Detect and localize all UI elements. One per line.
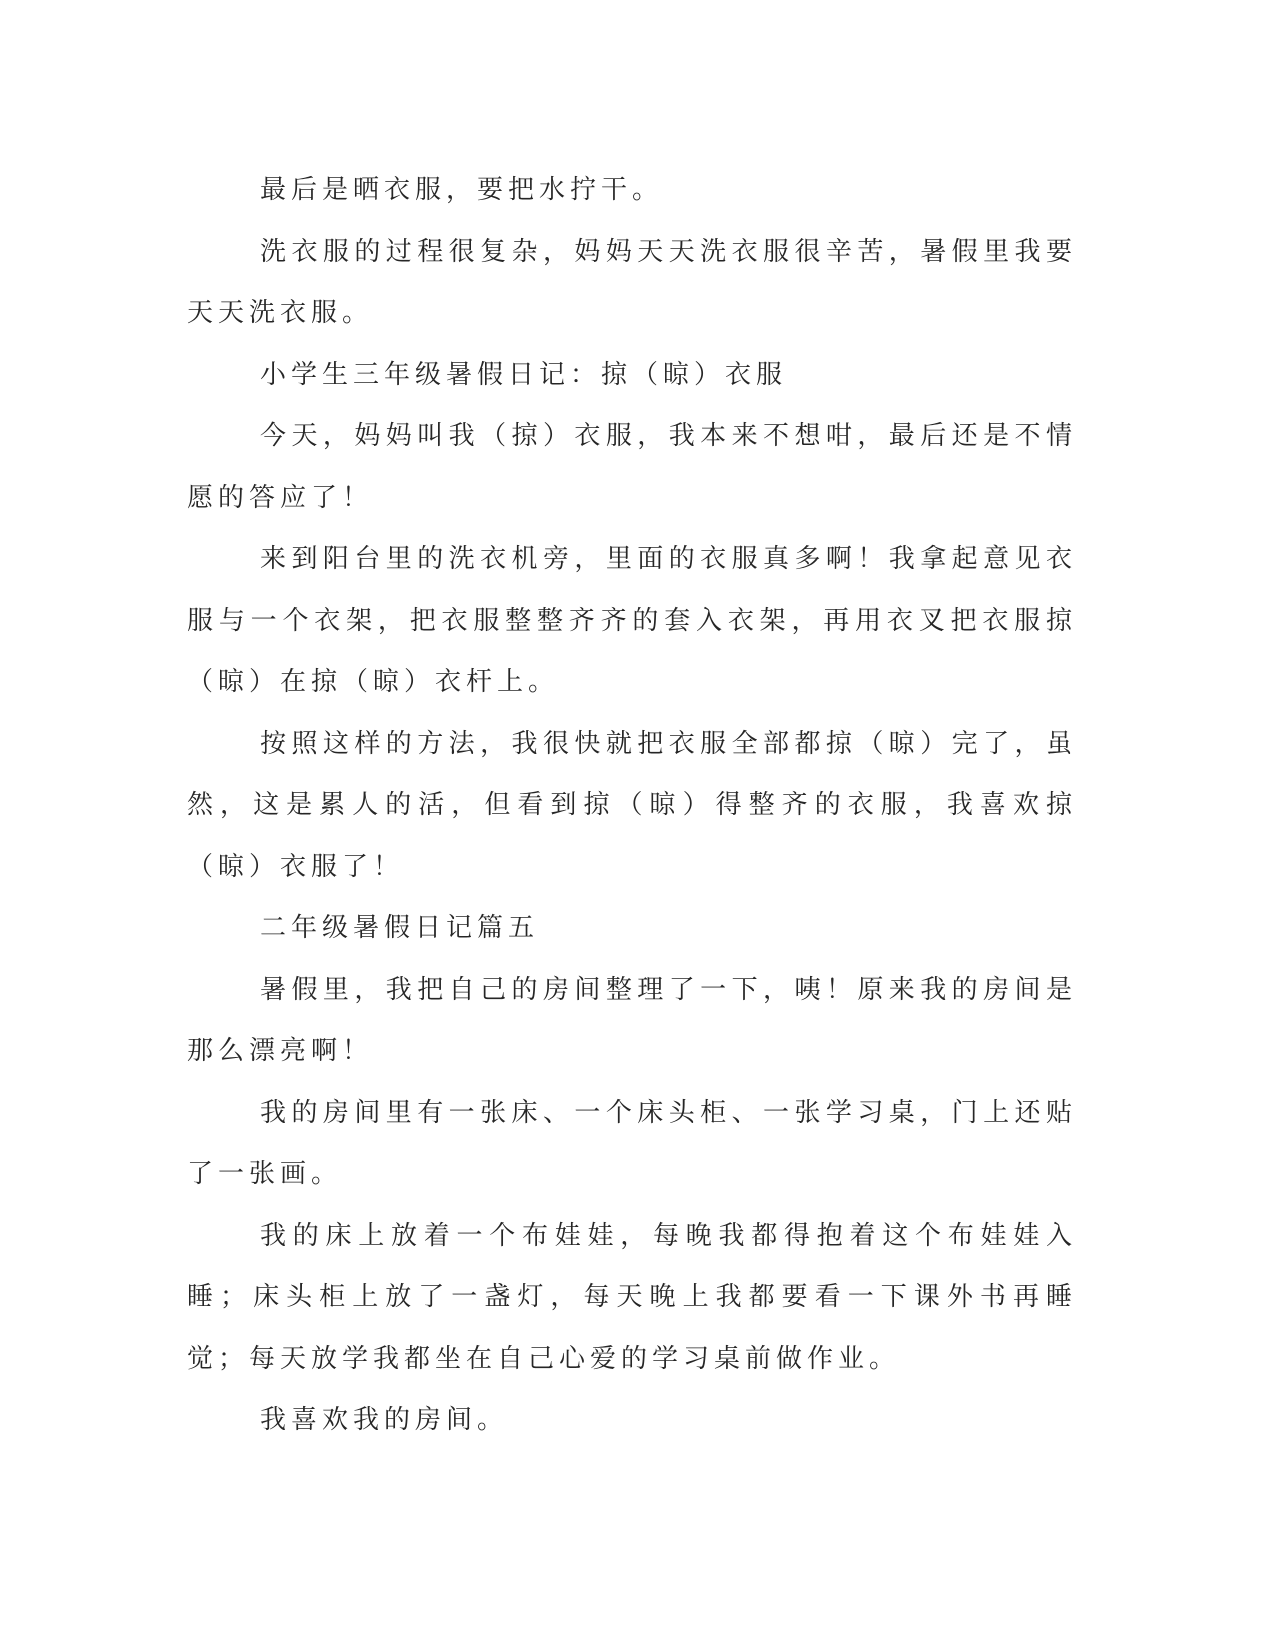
- paragraph-9: 我喜欢我的房间。: [260, 1405, 509, 1435]
- paragraph-7: 我的房间里有一张床、一个床头柜、一张学习桌，门上还贴了一张画。: [187, 1097, 1077, 1189]
- paragraph-1: 最后是晒衣服，要把水拧干。: [260, 175, 664, 205]
- section-heading-hang-clothes: 小学生三年级暑假日记：掠（晾）衣服: [260, 359, 788, 390]
- paragraph-3: 今天，妈妈叫我（掠）衣服，我本来不想咁，最后还是不情愿的答应了！: [187, 421, 1077, 513]
- paragraph-6: 暑假里，我把自己的房间整理了一下，咦！原来我的房间是那么漂亮啊！: [187, 974, 1077, 1066]
- paragraph-5: 按照这样的方法，我很快就把衣服全部都掠（晾）完了，虽然，这是累人的活，但看到掠（晾）得整齐的衣服，我喜欢掠（晾）衣服了！: [187, 728, 1077, 882]
- paragraph-2: 洗衣服的过程很复杂，妈妈天天洗衣服很辛苦，暑假里我要天天洗衣服。: [187, 236, 1077, 328]
- section-heading-diary-five: 二年级暑假日记篇五: [260, 913, 540, 943]
- document-body: [187, 160, 1077, 1452]
- paragraph-4: 来到阳台里的洗衣机旁，里面的衣服真多啊！我拿起意见衣服与一个衣架，把衣服整整齐齐的套入衣架，再用衣叉把衣服掠（晾）在掠（晾）衣杆上。: [187, 544, 1077, 697]
- paragraph-8: 我的床上放着一个布娃娃，每晚我都得抱着这个布娃娃入睡；床头柜上放了一盏灯，每天晚上我都要看一下课外书再睡觉；每天放学我都坐在自己心爱的学习桌前做作业。: [187, 1220, 1077, 1374]
